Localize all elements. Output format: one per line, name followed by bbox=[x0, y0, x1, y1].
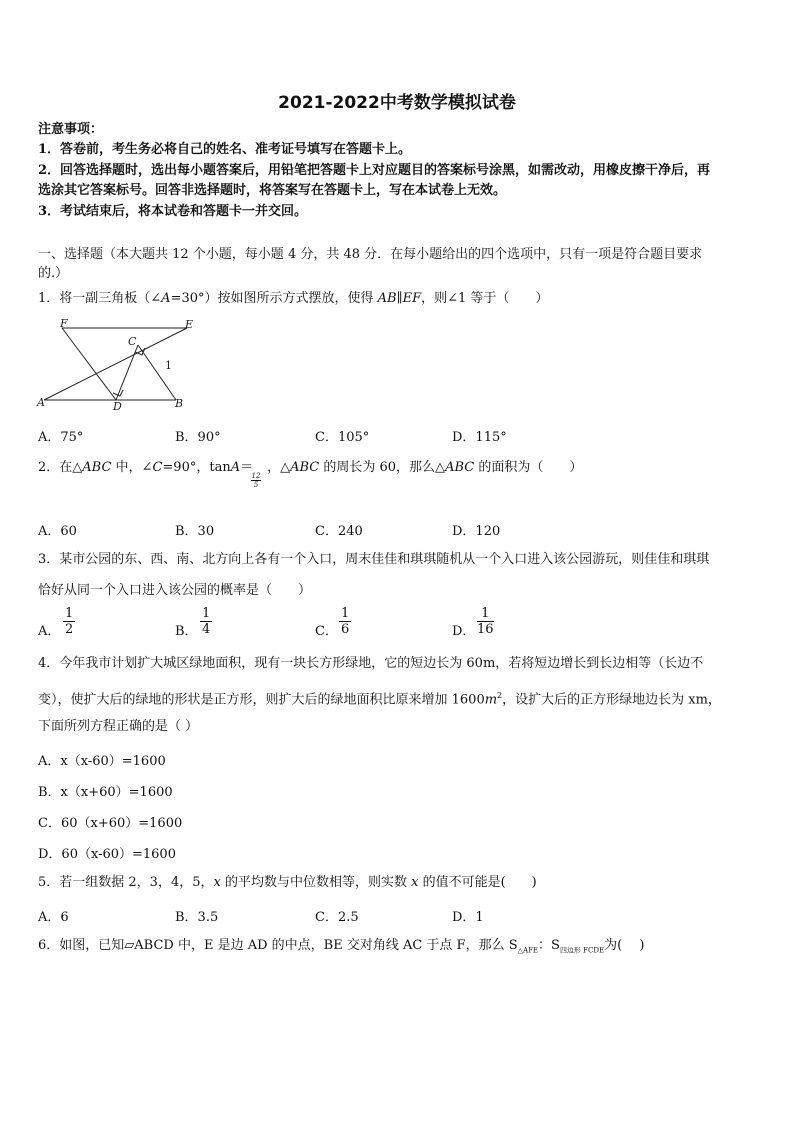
q5-option-c[interactable]: C．2.5 bbox=[315, 910, 359, 925]
q3-option-a[interactable]: A． bbox=[38, 624, 61, 639]
tan-fraction: 12 5 bbox=[251, 472, 261, 489]
q3-option-c[interactable]: C． bbox=[315, 624, 338, 639]
label-F: F bbox=[60, 318, 68, 330]
notice-item-3: 3．考试结束后，将本试卷和答题卡一并交回。 bbox=[38, 204, 308, 219]
q4-option-b[interactable]: B．x（x+60）=1600 bbox=[38, 785, 173, 800]
label-C: C bbox=[128, 335, 137, 348]
q1-option-c[interactable]: C．105° bbox=[315, 430, 370, 445]
label-E: E bbox=[185, 318, 194, 331]
question-4-stem: 4．今年我市计划扩大城区绿地面积，现有一块长方形绿地，它的短边长为 60m，若将短边增长到长边相等（长边不 bbox=[38, 656, 704, 671]
page-title: 2021-2022中考数学模拟试卷 bbox=[278, 93, 516, 113]
q3-option-b[interactable]: B． bbox=[175, 624, 198, 639]
q2-option-d[interactable]: D．120 bbox=[452, 524, 501, 539]
q3-option-a-fraction: $\frac{1}{2}$ bbox=[65, 606, 74, 637]
q1-option-a[interactable]: A．75° bbox=[38, 430, 84, 445]
label-D: D bbox=[113, 400, 122, 413]
notice-item-1: 1．答卷前，考生务必将自己的姓名、准考证号填写在答题卡上。 bbox=[38, 142, 412, 157]
question-2-stem: 2．在△ABC 中，∠C=90°，tanA＝ ，△ABC 的周长为 60，那么△ABC 的面积为（ ） bbox=[38, 460, 583, 475]
label-A: A bbox=[37, 396, 45, 409]
q3-option-b-fraction: $\frac{1}{4}$ bbox=[202, 606, 211, 637]
q4-option-a[interactable]: A．x（x-60）=1600 bbox=[38, 754, 166, 769]
question-6-stem: 6．如图，已知▱ABCD 中，E 是边 AD 的中点，BE 交对角线 AC 于点 F，那么 $S_{\triangle AFE}$：$S_{四边形 FCDE}$为( ) bbox=[38, 938, 645, 955]
question-4-stem-end: 下面所列方程正确的是（ ） bbox=[38, 719, 199, 734]
angle-1-label: 1 bbox=[165, 359, 172, 372]
q3-option-c-fraction: $\frac{1}{6}$ bbox=[341, 606, 350, 637]
question-4-stem-cont: 变），使扩大后的绿地的形状是正方形，则扩大后的绿地面积比原来增加 $1600m^2$，设扩大后的正方形绿地边长为 xm， bbox=[38, 691, 721, 708]
question-1-stem: 1．将一副三角板（∠A=30°）按如图所示方式摆放，使得 AB∥EF，则∠1 等于（ ） bbox=[38, 291, 549, 306]
q4-option-c[interactable]: C．60（x+60）=1600 bbox=[38, 816, 183, 831]
section-heading: 一、选择题（本大题共 12 个小题，每小题 4 分，共 48 分．在每小题给出的四个选项中，只有一项是符合题目要求 bbox=[38, 247, 703, 262]
q1-option-b[interactable]: B．90° bbox=[175, 430, 221, 445]
q2-option-c[interactable]: C．240 bbox=[315, 524, 363, 539]
label-B: B bbox=[175, 397, 184, 410]
q3-option-d[interactable]: D． bbox=[452, 624, 476, 639]
q2-option-a[interactable]: A．60 bbox=[38, 524, 77, 539]
q4-option-d[interactable]: D．60（x-60）=1600 bbox=[38, 847, 176, 862]
question-3-stem: 3．某市公园的东、西、南、北方向上各有一个入口，周末佳佳和琪琪随机从一个入口进入该公园游玩，则佳佳和琪琪 bbox=[38, 552, 710, 567]
q5-option-a[interactable]: A．6 bbox=[38, 910, 69, 925]
notice-item-2: 2．回答选择题时，选出每小题答案后，用铅笔把答题卡上对应题目的答案标号涂黑，如需改动，用橡皮擦干净后，再 bbox=[38, 163, 711, 178]
notice-item-2-cont: 选涂其它答案标号。回答非选择题时，将答案写在答题卡上，写在本试卷上无效。 bbox=[38, 183, 507, 198]
q5-option-d[interactable]: D．1 bbox=[452, 910, 484, 925]
notice-heading: 注意事项： bbox=[38, 122, 104, 137]
q2-option-b[interactable]: B．30 bbox=[175, 524, 215, 539]
question-3-stem-cont: 恰好从同一个入口进入该公园的概率是（ ） bbox=[38, 583, 312, 598]
section-heading-cont: 的.） bbox=[38, 266, 69, 281]
question-1-figure bbox=[34, 318, 204, 413]
q5-option-b[interactable]: B．3.5 bbox=[175, 910, 219, 925]
q1-option-d[interactable]: D．115° bbox=[452, 430, 507, 445]
q3-option-d-fraction: $\frac{1}{16}$ bbox=[477, 606, 494, 637]
question-5-stem: 5．若一组数据 2，3，4，5，x 的平均数与中位数相等，则实数 x 的值不可能是( ) bbox=[38, 875, 537, 890]
